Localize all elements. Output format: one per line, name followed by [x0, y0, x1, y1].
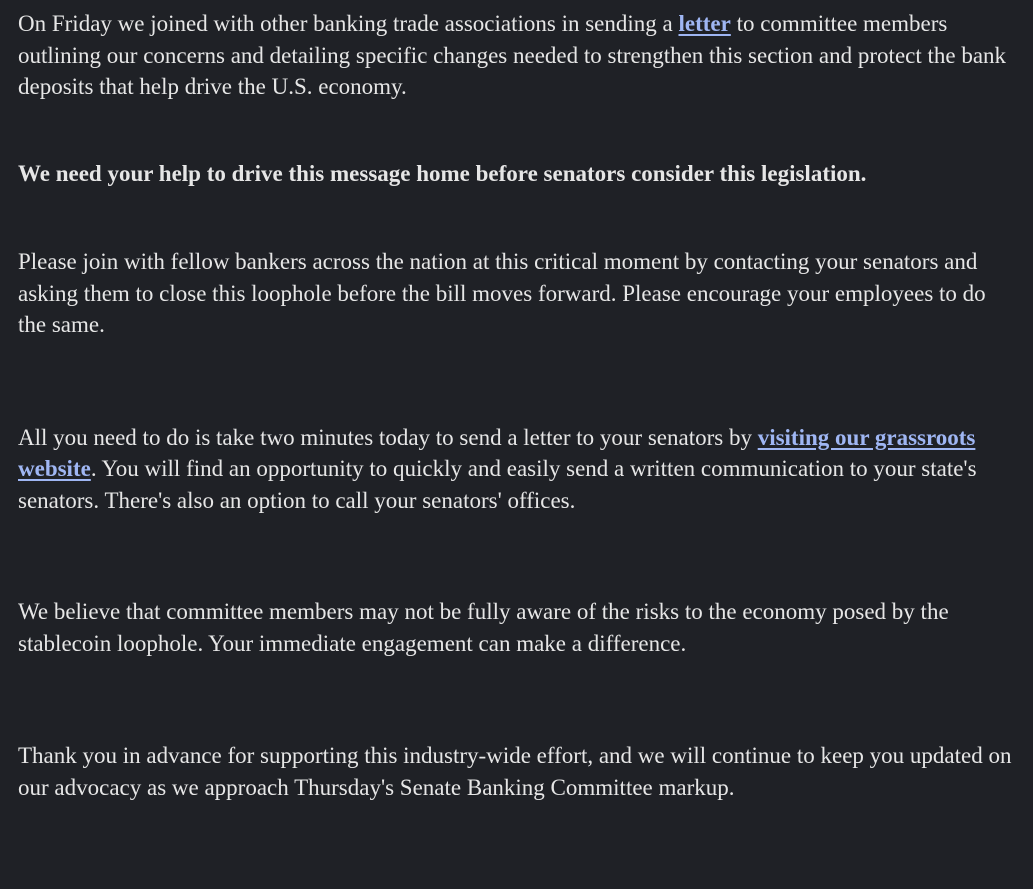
grassroots-website-link[interactable]: visiting our grassroots website [18, 424, 976, 481]
paragraph-letter-text-before: On Friday we joined with other banking trade associations in sending a [18, 11, 679, 36]
email-body [18, 8, 1018, 803]
paragraph-letter-text-after: to committee members outlining our concerns and detailing specific changes needed to strengthen this section and protect the bank deposits that help drive the U.S. economy. [18, 11, 1007, 99]
paragraph-committee-risks: We believe that committee members may not be fully aware of the risks to the economy posed by the stablecoin loophole. Your immediate engagement can make a difference. [18, 599, 949, 656]
letter-link[interactable]: letter [678, 11, 731, 36]
paragraph-grassroots-text-after: . You will find an opportunity to quickly and easily send a written communication to your state's senators. There's also an option to call your senators' offices. [18, 456, 977, 513]
paragraph-call-to-action: We need your help to drive this message home before senators consider this legislation. [18, 160, 867, 186]
paragraph-grassroots [18, 422, 1018, 517]
paragraph-grassroots-text-before: All you need to do is take two minutes today to send a letter to your senators by [18, 424, 758, 450]
paragraph-thank-you: Thank you in advance for supporting this industry-wide effort, and we will continue to keep you updated on our advocacy as we approach Thursday's Senate Banking Committee markup. [18, 743, 1012, 800]
paragraph-letter [18, 8, 1018, 103]
paragraph-contact-senators: Please join with fellow bankers across the nation at this critical moment by contacting your senators and asking them to close this loophole before the bill moves forward. Please encourage your employees to do the same. [18, 249, 986, 337]
